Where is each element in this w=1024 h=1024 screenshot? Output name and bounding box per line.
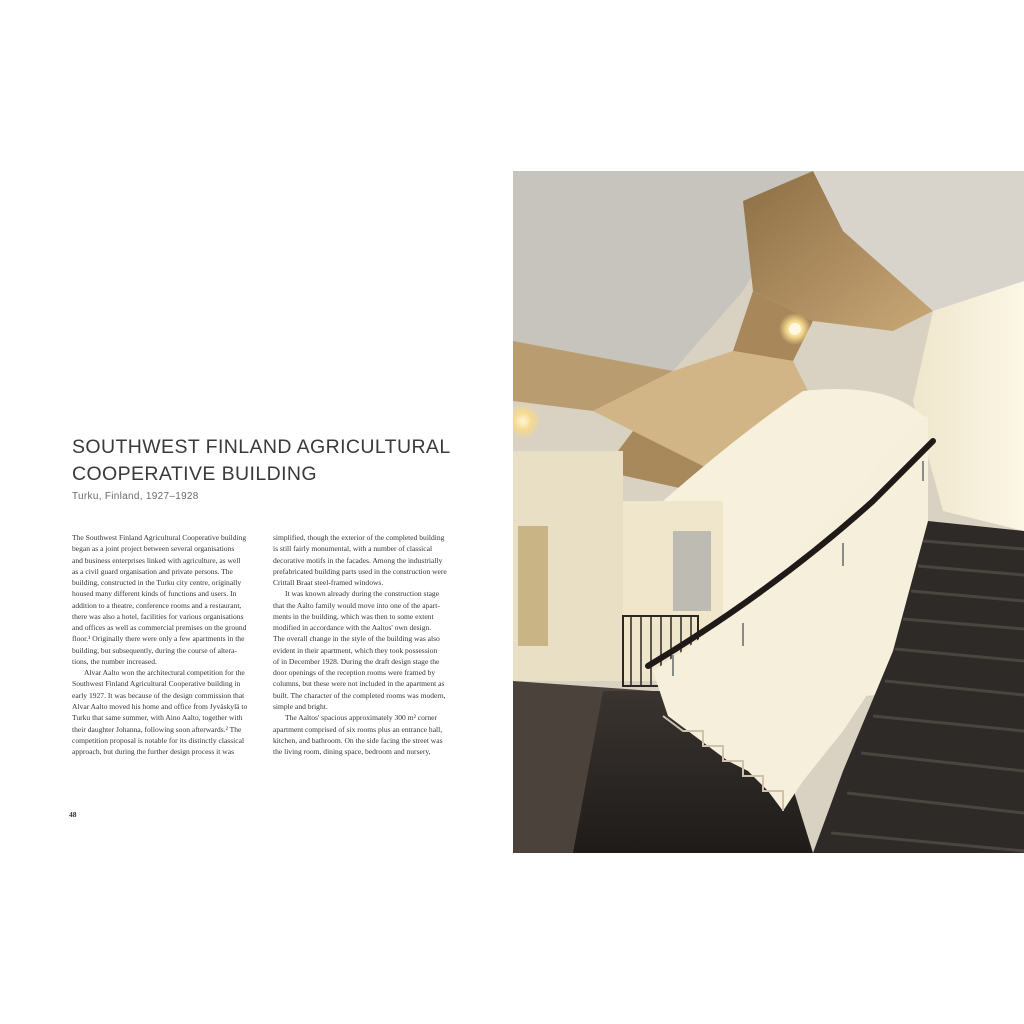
text-line: door openings of the reception rooms were framed by [273,668,436,678]
text-line: as a civil guard organisation and private persons. The [72,566,233,576]
text-line: tions, the number increased. [72,656,157,666]
text-line: Crittall Braat steel-framed windows. [273,578,384,588]
text-column-left [72,532,264,757]
text-line: columns, but these were not included in the apartment as [273,679,445,689]
text-line: evident in their apartment, which they took possession [273,645,438,655]
text-line: their daughter Johanna, following soon afterwards.² The [72,724,242,734]
text-line: simple and bright. [273,701,328,711]
page-number: 48 [69,810,77,819]
text-line: there was also a hotel, facilities for various organisations [72,611,244,621]
text-line: building, constructed in the Turku city centre, originally [72,578,242,588]
text-line: modified in accordance with the Aaltos' own design. [273,623,432,633]
text-line: simplified, though the exterior of the completed building [273,533,445,542]
text-line: early 1927. It was because of the design commission that [72,690,245,700]
text-line: The Aaltos' spacious approximately 300 m² corner [285,713,438,723]
text-line: housed many different kinds of functions and users. In [72,589,237,599]
title-line-2: COOPERATIVE BUILDING [72,463,317,485]
text-line: Southwest Finland Agricultural Cooperative building in [72,679,241,689]
text-line: floor.¹ Originally there were only a few apartments in the [72,634,245,644]
text-line: It was known already during the construction stage [285,589,440,599]
text-line: Turku that same summer, with Aino Aalto, together with [72,713,243,723]
text-line: that the Aalto family would move into one of the apart- [273,600,440,610]
location-subtitle: Turku, Finland, 1927–1928 [72,491,199,502]
text-line: ments in the building, which was then to some extent [273,611,434,621]
text-line: prefabricated building parts used in the construction were [273,566,447,576]
text-line: The Southwest Finland Agricultural Cooperative building [72,533,247,542]
text-line: began as a joint project between several organisations [72,544,235,554]
text-line: built. The character of the completed rooms was modern, [273,690,446,700]
text-line: Alvar Aalto moved his home and office from Jyväskylä to [72,701,248,711]
text-line: apartment comprised of six rooms plus an entrance hall, [273,724,443,734]
title-line-1: SOUTHWEST FINLAND AGRICULTURAL [72,436,451,458]
staircase-photo [513,171,1024,853]
text-line: the living room, dining space, bedroom and nursery, [273,747,431,757]
text-line: of in December 1928. During the draft design stage the [273,656,440,666]
staircase-illustration [513,171,1024,853]
text-line: addition to a theatre, conference rooms and a restaurant, [72,600,242,610]
text-column-right [273,532,465,757]
text-line: Alvar Aalto won the architectural competition for the [84,668,245,678]
text-line: decorative motifs in the facades. Among the industrially [273,555,443,565]
text-line: competition proposal is notable for its distinctly classical [72,735,245,745]
text-line: kitchen, and bathroom. On the side facing the street was [273,735,443,745]
text-line: approach, but during the further design process it was [72,747,235,757]
text-line: building, but subsequently, during the course of altera- [72,645,237,655]
text-line: and business enterprises linked with agriculture, as well [72,555,241,565]
text-line: is still fairly monumental, with a number of classical [273,544,433,554]
text-line: The overall change in the style of the building was also [273,634,440,644]
text-line: and offices as well as commercial premises on the ground [72,623,247,633]
page-title [72,434,492,488]
